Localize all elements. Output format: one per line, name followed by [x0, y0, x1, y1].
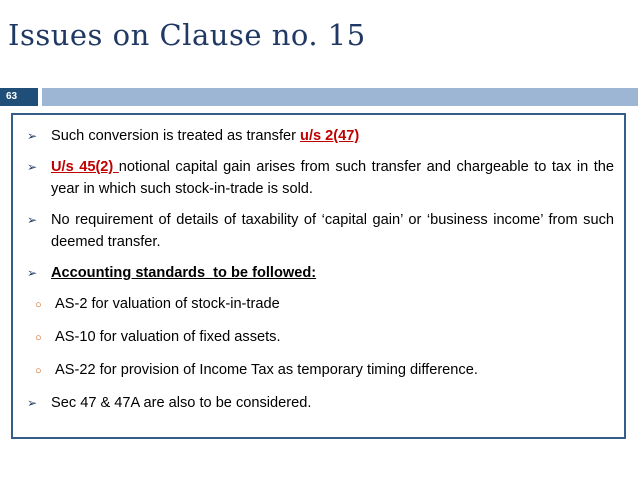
- arrow-bullet-icon: ➢: [27, 160, 38, 174]
- sub-bullet-as10: [27, 326, 614, 348]
- sub-bullet-as2: [27, 293, 614, 315]
- bullet-text: Such conversion is treated as transfer: [51, 128, 301, 144]
- bullet-conversion: [27, 125, 614, 147]
- content-box: [11, 113, 626, 439]
- sub-bullet-text: AS-2 for valuation of stock-in-trade: [55, 296, 280, 312]
- bullet-text: Accounting standards to be followed:: [51, 265, 317, 281]
- arrow-bullet-icon: ➢: [27, 213, 38, 227]
- sub-bullet-text: AS-10 for valuation of fixed assets.: [55, 329, 281, 345]
- bullet-text: No requirement of details of taxability of ‘capital gain’ or ‘business income’ from such deemed transfer.: [51, 212, 614, 250]
- sub-bullet-as22: [27, 359, 614, 381]
- title-bar-decoration: [42, 88, 638, 106]
- arrow-bullet-icon: ➢: [27, 396, 38, 410]
- sub-bullet-text: AS-22 for provision of Income Tax as temporary timing difference.: [55, 362, 478, 378]
- arrow-bullet-icon: ➢: [27, 266, 38, 280]
- circle-bullet-icon: ○: [35, 365, 42, 377]
- bullet-capital-gain: [27, 156, 614, 200]
- slide-number: 63: [0, 88, 38, 106]
- section-reference: U/s 45(2): [51, 159, 119, 175]
- circle-bullet-icon: ○: [35, 332, 42, 344]
- bullet-accounting-standards: [27, 262, 614, 284]
- arrow-bullet-icon: ➢: [27, 129, 38, 143]
- bullet-text: notional capital gain arises from such transfer and chargeable to tax in the year in which such stock-in-trade is sold.: [51, 159, 614, 197]
- bullet-taxability: [27, 209, 614, 253]
- bullet-sec47: [27, 392, 614, 414]
- bullet-text: Sec 47 & 47A are also to be considered.: [51, 395, 312, 411]
- section-reference: u/s 2(47): [300, 128, 360, 144]
- circle-bullet-icon: ○: [35, 299, 42, 311]
- slide-title: Issues on Clause no. 15: [8, 18, 366, 52]
